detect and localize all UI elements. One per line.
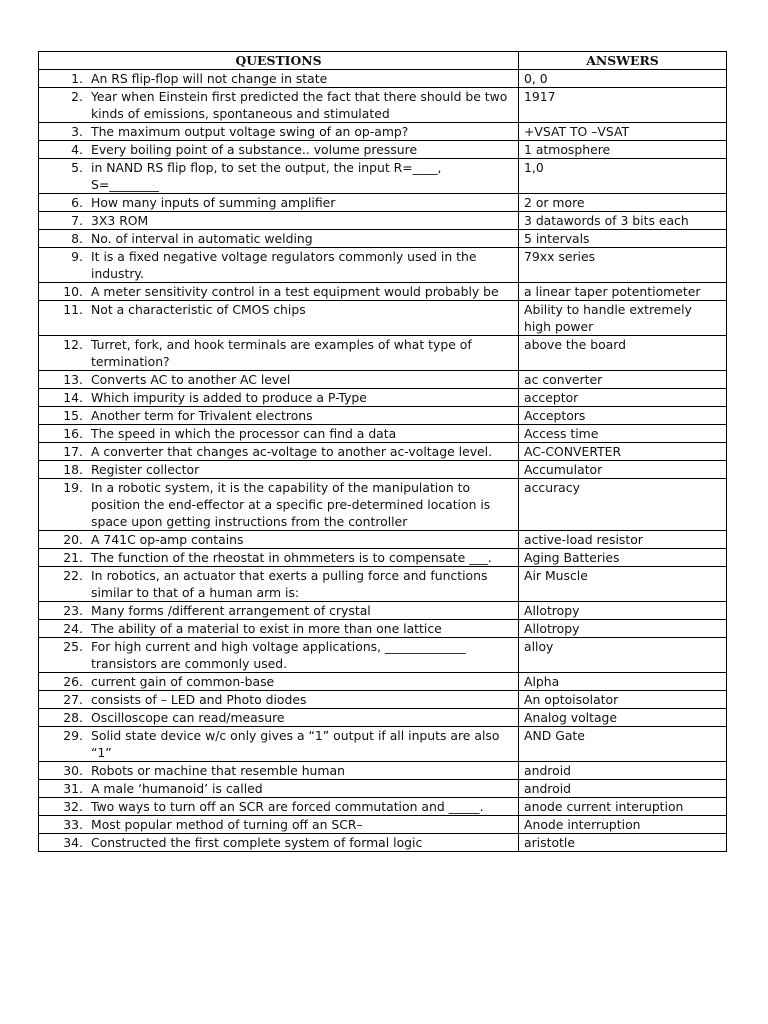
question-number: 28. xyxy=(63,710,83,725)
question-cell xyxy=(39,123,519,141)
question-number: 21. xyxy=(63,550,83,565)
question-wrap xyxy=(55,709,513,726)
question-number: 10. xyxy=(63,284,83,299)
question-wrap xyxy=(55,407,513,424)
answer-cell: Acceptors xyxy=(519,407,727,425)
table-row xyxy=(39,301,727,336)
question-wrap xyxy=(55,336,513,370)
table-row xyxy=(39,691,727,709)
question-wrap xyxy=(55,798,513,815)
question-number: 15. xyxy=(63,408,83,423)
question-wrap xyxy=(55,479,513,530)
answer-cell: a linear taper potentiometer xyxy=(519,283,727,301)
question-text: A meter sensitivity control in a test equipment would probably be xyxy=(91,284,499,299)
answer-cell: android xyxy=(519,780,727,798)
question-text: Every boiling point of a substance.. volume pressure xyxy=(91,142,418,157)
question-text: in NAND RS flip flop, to set the output, the input R=____, S=________ xyxy=(91,160,442,192)
question-cell xyxy=(39,371,519,389)
question-cell xyxy=(39,691,519,709)
question-number: 16. xyxy=(63,426,83,441)
answer-cell: 1917 xyxy=(519,88,727,123)
question-wrap xyxy=(55,283,513,300)
question-cell xyxy=(39,461,519,479)
question-cell xyxy=(39,798,519,816)
qa-document xyxy=(38,51,726,852)
question-wrap xyxy=(55,159,513,193)
question-cell xyxy=(39,443,519,461)
question-cell xyxy=(39,248,519,283)
question-number: 17. xyxy=(63,444,83,459)
question-number: 9. xyxy=(71,249,83,264)
answer-cell: Access time xyxy=(519,425,727,443)
question-text: The ability of a material to exist in more than one lattice xyxy=(91,621,442,636)
question-wrap xyxy=(55,762,513,779)
question-number: 20. xyxy=(63,532,83,547)
question-text: Two ways to turn off an SCR are forced commutation and _____. xyxy=(91,799,484,814)
table-row xyxy=(39,762,727,780)
question-wrap xyxy=(55,567,513,601)
question-number: 12. xyxy=(63,337,83,352)
question-text: The function of the rheostat in ohmmeters is to compensate ___. xyxy=(91,550,492,565)
question-wrap xyxy=(55,123,513,140)
table-row xyxy=(39,425,727,443)
question-text: The maximum output voltage swing of an op-amp? xyxy=(91,124,409,139)
question-wrap xyxy=(55,531,513,548)
question-number: 11. xyxy=(63,302,83,317)
table-row xyxy=(39,248,727,283)
question-wrap xyxy=(55,461,513,478)
question-cell xyxy=(39,479,519,531)
question-text: Which impurity is added to produce a P-Type xyxy=(91,390,367,405)
answer-cell: 3 datawords of 3 bits each xyxy=(519,212,727,230)
answer-cell: 0, 0 xyxy=(519,70,727,88)
question-text: Year when Einstein first predicted the fact that there should be two kinds of emissions, spontaneous and stimulated xyxy=(91,89,508,121)
answer-cell: ac converter xyxy=(519,371,727,389)
qa-table xyxy=(38,51,727,852)
question-cell xyxy=(39,638,519,673)
table-row xyxy=(39,283,727,301)
answer-cell: 2 or more xyxy=(519,194,727,212)
question-number: 23. xyxy=(63,603,83,618)
answer-cell: +VSAT TO –VSAT xyxy=(519,123,727,141)
question-number: 31. xyxy=(63,781,83,796)
question-wrap xyxy=(55,602,513,619)
question-cell xyxy=(39,301,519,336)
table-row xyxy=(39,70,727,88)
table-row xyxy=(39,212,727,230)
question-number: 4. xyxy=(71,142,83,157)
question-text: Converts AC to another AC level xyxy=(91,372,291,387)
table-row xyxy=(39,620,727,638)
question-wrap xyxy=(55,212,513,229)
table-row xyxy=(39,798,727,816)
answer-cell: 1 atmosphere xyxy=(519,141,727,159)
question-wrap xyxy=(55,301,513,318)
question-text: Not a characteristic of CMOS chips xyxy=(91,302,306,317)
question-wrap xyxy=(55,141,513,158)
answer-cell: Ability to handle extremely high power xyxy=(519,301,727,336)
answer-cell: Air Muscle xyxy=(519,567,727,602)
table-row xyxy=(39,389,727,407)
answer-cell: Analog voltage xyxy=(519,709,727,727)
table-row xyxy=(39,531,727,549)
question-cell xyxy=(39,88,519,123)
question-cell xyxy=(39,567,519,602)
answer-cell: Accumulator xyxy=(519,461,727,479)
question-cell xyxy=(39,194,519,212)
question-cell xyxy=(39,283,519,301)
question-cell xyxy=(39,727,519,762)
table-row xyxy=(39,780,727,798)
table-body xyxy=(39,70,727,852)
question-wrap xyxy=(55,727,513,761)
question-text: Robots or machine that resemble human xyxy=(91,763,345,778)
answer-cell: acceptor xyxy=(519,389,727,407)
question-cell xyxy=(39,141,519,159)
question-text: Constructed the first complete system of formal logic xyxy=(91,835,423,850)
question-cell xyxy=(39,407,519,425)
question-cell xyxy=(39,834,519,852)
question-wrap xyxy=(55,834,513,851)
question-text: current gain of common-base xyxy=(91,674,275,689)
answer-cell: Anode interruption xyxy=(519,816,727,834)
question-text: Turret, fork, and hook terminals are examples of what type of termination? xyxy=(91,337,472,369)
question-wrap xyxy=(55,638,513,672)
table-row xyxy=(39,602,727,620)
question-wrap xyxy=(55,443,513,460)
header-answers: ANSWERS xyxy=(519,52,727,70)
table-row xyxy=(39,159,727,194)
table-row xyxy=(39,371,727,389)
question-text: Many forms /different arrangement of crystal xyxy=(91,603,371,618)
question-text: In robotics, an actuator that exerts a pulling force and functions similar to that of a human arm is: xyxy=(91,568,488,600)
question-number: 29. xyxy=(63,728,83,743)
question-text: Solid state device w/c only gives a “1” output if all inputs are also “1” xyxy=(91,728,500,760)
answer-cell: Allotropy xyxy=(519,620,727,638)
answer-cell: 79xx series xyxy=(519,248,727,283)
question-wrap xyxy=(55,70,513,87)
answer-cell: Alpha xyxy=(519,673,727,691)
question-cell xyxy=(39,620,519,638)
table-row xyxy=(39,141,727,159)
question-number: 24. xyxy=(63,621,83,636)
table-row xyxy=(39,194,727,212)
question-text: An RS flip-flop will not change in state xyxy=(91,71,328,86)
question-number: 19. xyxy=(63,480,83,495)
table-row xyxy=(39,549,727,567)
question-wrap xyxy=(55,620,513,637)
question-wrap xyxy=(55,389,513,406)
question-number: 26. xyxy=(63,674,83,689)
question-cell xyxy=(39,549,519,567)
answer-cell: AND Gate xyxy=(519,727,727,762)
question-cell xyxy=(39,389,519,407)
table-row xyxy=(39,727,727,762)
question-number: 18. xyxy=(63,462,83,477)
question-text: Most popular method of turning off an SCR– xyxy=(91,817,363,832)
question-text: Register collector xyxy=(91,462,200,477)
question-text: The speed in which the processor can find a data xyxy=(91,426,397,441)
answer-cell: AC-CONVERTER xyxy=(519,443,727,461)
table-row xyxy=(39,709,727,727)
question-text: 3X3 ROM xyxy=(91,213,149,228)
question-wrap xyxy=(55,780,513,797)
table-row xyxy=(39,638,727,673)
question-number: 32. xyxy=(63,799,83,814)
question-number: 8. xyxy=(71,231,83,246)
question-wrap xyxy=(55,248,513,282)
question-number: 30. xyxy=(63,763,83,778)
table-row xyxy=(39,123,727,141)
question-wrap xyxy=(55,194,513,211)
question-number: 6. xyxy=(71,195,83,210)
answer-cell: aristotle xyxy=(519,834,727,852)
question-number: 14. xyxy=(63,390,83,405)
answer-cell: android xyxy=(519,762,727,780)
answer-cell: An optoisolator xyxy=(519,691,727,709)
question-cell xyxy=(39,816,519,834)
question-text: A converter that changes ac-voltage to another ac-voltage level. xyxy=(91,444,493,459)
table-row xyxy=(39,88,727,123)
table-row xyxy=(39,230,727,248)
question-text: How many inputs of summing amplifier xyxy=(91,195,336,210)
question-wrap xyxy=(55,673,513,690)
question-cell xyxy=(39,673,519,691)
answer-cell: above the board xyxy=(519,336,727,371)
question-text: Another term for Trivalent electrons xyxy=(91,408,313,423)
question-number: 34. xyxy=(63,835,83,850)
table-row xyxy=(39,443,727,461)
answer-cell: 1,0 xyxy=(519,159,727,194)
answer-cell: 5 intervals xyxy=(519,230,727,248)
question-wrap xyxy=(55,691,513,708)
question-text: It is a fixed negative voltage regulators commonly used in the industry. xyxy=(91,249,477,281)
question-cell xyxy=(39,159,519,194)
answer-cell: accuracy xyxy=(519,479,727,531)
question-number: 22. xyxy=(63,568,83,583)
table-header-row xyxy=(39,52,727,70)
table-row xyxy=(39,461,727,479)
question-cell xyxy=(39,212,519,230)
question-text: No. of interval in automatic welding xyxy=(91,231,313,246)
question-number: 7. xyxy=(71,213,83,228)
question-wrap xyxy=(55,371,513,388)
question-cell xyxy=(39,780,519,798)
table-row xyxy=(39,673,727,691)
question-wrap xyxy=(55,549,513,566)
header-questions: QUESTIONS xyxy=(39,52,519,70)
question-number: 1. xyxy=(71,71,83,86)
question-text: For high current and high voltage applications, _____________ transistors are commonly used. xyxy=(91,639,466,671)
question-cell xyxy=(39,425,519,443)
question-cell xyxy=(39,336,519,371)
question-text: consists of – LED and Photo diodes xyxy=(91,692,307,707)
question-cell xyxy=(39,709,519,727)
answer-cell: active-load resistor xyxy=(519,531,727,549)
question-number: 2. xyxy=(71,89,83,104)
question-cell xyxy=(39,602,519,620)
table-row xyxy=(39,567,727,602)
question-wrap xyxy=(55,425,513,442)
question-text: A male ‘humanoid’ is called xyxy=(91,781,263,796)
question-wrap xyxy=(55,230,513,247)
question-cell xyxy=(39,762,519,780)
answer-cell: Aging Batteries xyxy=(519,549,727,567)
answer-cell: alloy xyxy=(519,638,727,673)
question-cell xyxy=(39,70,519,88)
question-text: In a robotic system, it is the capability of the manipulation to position the end-effector at a specific pre-determined location is space upon getting instructions from the controller xyxy=(91,480,491,529)
table-row xyxy=(39,336,727,371)
table-row xyxy=(39,479,727,531)
question-wrap xyxy=(55,816,513,833)
question-cell xyxy=(39,531,519,549)
table-row xyxy=(39,816,727,834)
question-number: 27. xyxy=(63,692,83,707)
answer-cell: anode current interuption xyxy=(519,798,727,816)
question-text: Oscilloscope can read/measure xyxy=(91,710,285,725)
question-number: 25. xyxy=(63,639,83,654)
question-number: 3. xyxy=(71,124,83,139)
question-number: 5. xyxy=(71,160,83,175)
question-number: 13. xyxy=(63,372,83,387)
table-row xyxy=(39,834,727,852)
answer-cell: Allotropy xyxy=(519,602,727,620)
table-row xyxy=(39,407,727,425)
question-text: A 741C op-amp contains xyxy=(91,532,244,547)
question-cell xyxy=(39,230,519,248)
question-wrap xyxy=(55,88,513,122)
question-number: 33. xyxy=(63,817,83,832)
